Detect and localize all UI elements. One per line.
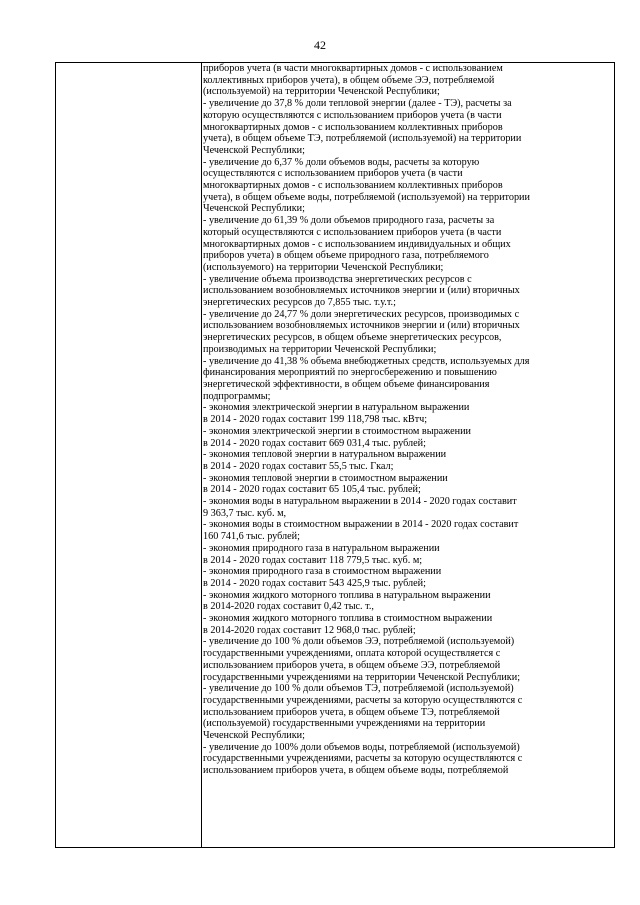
text-line: Чеченской Республики; bbox=[203, 203, 305, 215]
text-line: (используемой) государственными учреждениями на территории bbox=[203, 718, 486, 730]
text-line: - экономия жидкого моторного топлива в стоимостном выражении bbox=[203, 613, 493, 625]
text-line: - экономия природного газа в натуральном выражении bbox=[203, 542, 440, 554]
text-line: - экономия природного газа в стоимостном выражении bbox=[203, 566, 442, 578]
text-line: использованием приборов учета, в общем объеме ЭЭ, потребляемой bbox=[203, 659, 501, 671]
text-line: - увеличение до 100 % доли объемов ЭЭ, потребляемой (используемой) bbox=[203, 636, 515, 648]
text-line: многоквартирных домов - с использованием коллективных приборов bbox=[203, 180, 503, 192]
text-line: многоквартирных домов - с использованием коллективных приборов bbox=[203, 121, 503, 133]
text-line: - увеличение до 100% доли объемов воды, потребляемой (используемой) bbox=[203, 741, 520, 753]
text-line: энергетической эффективности, в общем объеме финансирования bbox=[203, 378, 490, 390]
text-line: - увеличение до 24,77 % доли энергетических ресурсов, производимых с bbox=[203, 308, 520, 320]
text-line: использованием приборов учета, в общем объеме воды, потребляемой bbox=[203, 765, 509, 777]
text-line: - увеличение до 61,39 % доли объемов природного газа, расчеты за bbox=[203, 215, 495, 227]
text-line: - экономия тепловой энергии в стоимостном выражении bbox=[203, 472, 448, 484]
text-line: - экономия тепловой энергии в натуральном выражении bbox=[203, 449, 447, 461]
text-line: которую осуществляются с использованием приборов учета (в части bbox=[203, 109, 502, 121]
text-line: который осуществляются с использованием приборов учета (в части bbox=[203, 226, 502, 238]
text-line: многоквартирных домов - с использованием индивидуальных и общих bbox=[203, 238, 511, 250]
text-line: использованием возобновляемых источников энергии и (или) вторичных bbox=[203, 285, 520, 297]
text-line: Чеченской Республики; bbox=[203, 144, 305, 156]
text-line: в 2014 - 2020 годах составит 118 779,5 тыс. куб. м; bbox=[203, 554, 423, 566]
text-line: в 2014 - 2020 годах составит 199 118,798 тыс. кВтч; bbox=[203, 414, 428, 426]
text-line: (используемой) на территории Чеченской Республики; bbox=[203, 86, 440, 98]
text-line: приборов учета) в общем объеме природного газа, потребляемого bbox=[203, 250, 489, 262]
table-content-cell bbox=[203, 63, 614, 777]
text-line: учета), в общем объеме воды, потребляемой (используемой) на территории bbox=[203, 191, 530, 203]
text-line: использованием приборов учета, в общем объеме ТЭ, потребляемой bbox=[203, 706, 500, 718]
text-line: 9 363,7 тыс. куб. м, bbox=[203, 507, 287, 519]
text-line: Чеченской Республики; bbox=[203, 730, 305, 742]
text-line: в 2014 - 2020 годах составит 543 425,9 тыс. рублей; bbox=[203, 577, 426, 589]
text-line: государственными учреждениями, оплата которой осуществляется с bbox=[203, 648, 501, 660]
text-line: в 2014 - 2020 годах составит 55,5 тыс. Гкал; bbox=[203, 460, 394, 472]
text-line: использованием возобновляемых источников энергии и (или) вторичных bbox=[203, 320, 520, 332]
text-line: государственными учреждениями, расчеты за которую осуществляются с bbox=[203, 694, 523, 706]
text-line: в 2014-2020 годах составит 12 968,0 тыс. рублей; bbox=[203, 624, 416, 636]
text-line: (используемого) на территории Чеченской Республики; bbox=[203, 261, 444, 273]
text-line: - увеличение объема производства энергетических ресурсов с bbox=[203, 273, 472, 285]
text-line: коллективных приборов учета), в общем объеме ЭЭ, потребляемой bbox=[203, 74, 495, 86]
text-line: приборов учета (в части многоквартирных домов - с использованием bbox=[203, 63, 503, 74]
text-line: - увеличение до 37,8 % доли тепловой энергии (далее - ТЭ), расчеты за bbox=[203, 98, 512, 110]
text-line: 160 741,6 тыс. рублей; bbox=[203, 531, 300, 543]
page-number: 42 bbox=[314, 38, 326, 52]
text-line: энергетических ресурсов до 7,855 тыс. т.у.т.; bbox=[203, 297, 396, 309]
text-line: осуществляются с использованием приборов учета (в части bbox=[203, 168, 463, 180]
text-line: - экономия воды в натуральном выражении в 2014 - 2020 годах составит bbox=[203, 496, 517, 508]
text-line: - экономия жидкого моторного топлива в натуральном выражении bbox=[203, 589, 491, 601]
text-line: - экономия электрической энергии в стоимостном выражении bbox=[203, 425, 471, 437]
text-line: - увеличение до 100 % доли объемов ТЭ, потребляемой (используемой) bbox=[203, 683, 514, 695]
text-line: энергетических ресурсов, в общем объеме энергетических ресурсов, bbox=[203, 332, 502, 344]
text-line: в 2014-2020 годах составит 0,42 тыс. т., bbox=[203, 601, 374, 613]
text-line: производимых на территории Чеченской Республики; bbox=[203, 343, 437, 355]
column-divider bbox=[201, 63, 202, 847]
text-line: подпрограммы; bbox=[203, 390, 271, 402]
text-line: - увеличение до 6,37 % доли объемов воды, расчеты за которую bbox=[203, 156, 480, 168]
text-line: финансирования мероприятий по энергосбережению и повышению bbox=[203, 367, 497, 379]
text-line: учета), в общем объеме ТЭ, потребляемой (используемой) на территории bbox=[203, 133, 522, 145]
text-line: государственными учреждениями, расчеты за которую осуществляются с bbox=[203, 753, 523, 765]
text-line: в 2014 - 2020 годах составит 65 105,4 тыс. рублей; bbox=[203, 484, 421, 496]
document-table bbox=[55, 62, 615, 848]
text-line: в 2014 - 2020 годах составит 669 031,4 тыс. рублей; bbox=[203, 437, 426, 449]
text-line: государственными учреждениями на территории Чеченской Республики; bbox=[203, 671, 521, 683]
text-line: - экономия электрической энергии в натуральном выражении bbox=[203, 402, 470, 414]
text-line: - экономия воды в стоимостном выражении в 2014 - 2020 годах составит bbox=[203, 519, 519, 531]
text-line: - увеличение до 41,38 % объема внебюджетных средств, используемых для bbox=[203, 355, 530, 367]
